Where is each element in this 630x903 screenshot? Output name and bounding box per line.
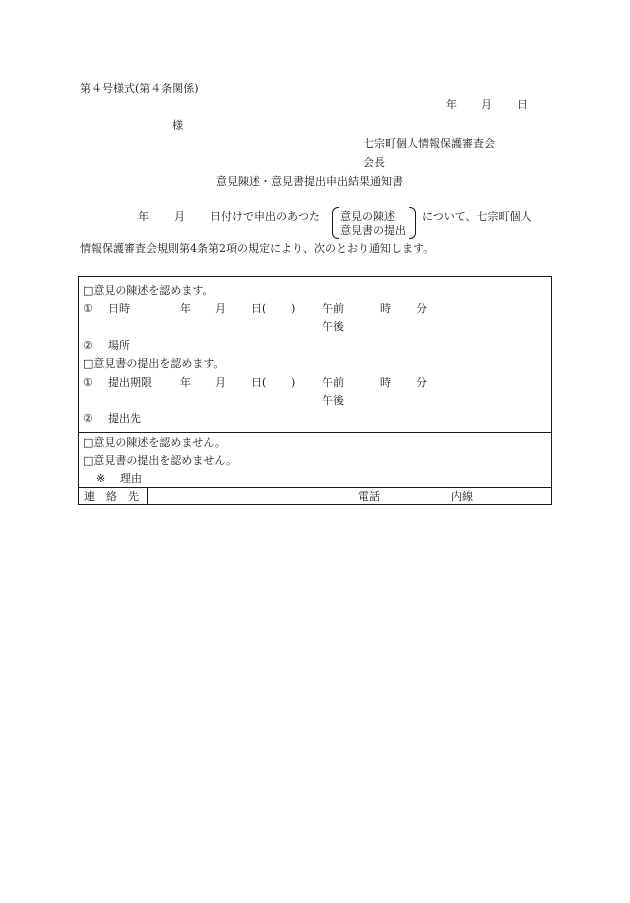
sender-organization: 七宗町個人情報保護審査会 (363, 137, 495, 150)
item2-number: ② (83, 339, 93, 352)
deadline-paren-close: ) (291, 376, 296, 389)
sender-title: 会長 (363, 156, 385, 169)
date-year-label: 年 (446, 98, 457, 111)
datetime-day-label: 日( (251, 302, 267, 315)
body-date-suffix: 日付けで申出のあつた (210, 210, 320, 223)
body-year-label: 年 (138, 210, 149, 223)
statement-allowed-checkbox[interactable]: □意見の陳述を認めます。 (83, 284, 214, 297)
contact-phone-label: 電話 (358, 490, 380, 503)
deadline-month-label: 月 (215, 376, 226, 389)
datetime-am-label: 午前 (322, 302, 344, 315)
section-divider (78, 432, 552, 433)
date-day-label: 日 (517, 98, 528, 111)
option-statement: 意見の陳述 (340, 210, 395, 223)
deadline-minute-label: 分 (416, 376, 427, 389)
document-title: 意見陳述・意見書提出申出結果通知書 (216, 175, 403, 188)
date-month-label: 月 (481, 98, 492, 111)
deadline-hour-label: 時 (380, 376, 391, 389)
deadline-label: 提出期限 (108, 376, 152, 389)
deadline-am-label: 午前 (322, 376, 344, 389)
body-after-options: について、七宗町個人 (422, 210, 532, 223)
datetime-label: 日時 (108, 302, 130, 315)
statement-denied-checkbox[interactable]: □意見の陳述を認めません。 (83, 436, 227, 449)
body-month-label: 月 (174, 210, 185, 223)
right-brace (409, 207, 416, 239)
datetime-month-label: 月 (215, 302, 226, 315)
datetime-paren-close: ) (291, 302, 296, 315)
datetime-year-label: 年 (180, 302, 191, 315)
form-number: 第４号様式(第４条関係) (80, 82, 199, 95)
reason-label: 理由 (120, 472, 142, 485)
item1-number: ① (83, 302, 93, 315)
contact-extension-label: 内線 (451, 490, 473, 503)
body-second-line: 情報保護審査会規則第4条第2項の規定により、次のとおり通知します。 (80, 242, 435, 255)
item2-number-destination: ② (83, 412, 93, 425)
deadline-day-label: 日( (251, 376, 267, 389)
datetime-hour-label: 時 (380, 302, 391, 315)
addressee-suffix: 様 (172, 119, 183, 132)
contact-divider (78, 487, 552, 488)
place-label: 場所 (108, 339, 130, 352)
notification-table (78, 276, 552, 505)
contact-label-divider (147, 487, 148, 505)
document-allowed-checkbox[interactable]: □意見書の提出を認めます。 (83, 357, 225, 370)
option-document: 意見書の提出 (340, 224, 406, 237)
reason-mark: ※ (96, 472, 106, 485)
destination-label: 提出先 (108, 412, 141, 425)
item1-number-deadline: ① (83, 376, 93, 389)
document-denied-checkbox[interactable]: □意見書の提出を認めません。 (83, 454, 238, 467)
datetime-minute-label: 分 (416, 302, 427, 315)
deadline-year-label: 年 (180, 376, 191, 389)
left-brace (332, 207, 339, 239)
datetime-pm-label: 午後 (322, 320, 344, 333)
contact-label: 連 絡 先 (84, 490, 139, 503)
deadline-pm-label: 午後 (322, 394, 344, 407)
